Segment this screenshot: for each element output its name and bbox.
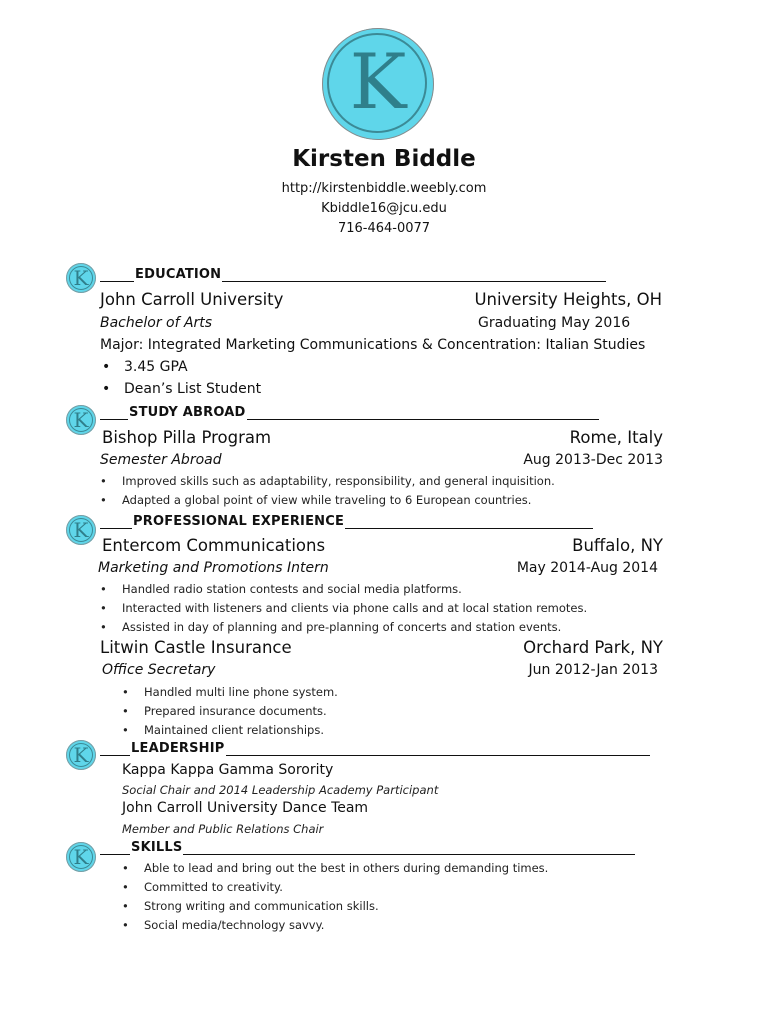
monogram-letter: K [349, 37, 407, 126]
company-location: Buffalo, NY [572, 536, 663, 555]
program-role: Semester Abroad [100, 452, 222, 468]
job-bullet: • Assisted in day of planning and pre-planning of concerts and station events. [122, 620, 561, 634]
section-heading-leadership: LEADERSHIP [100, 741, 650, 756]
skill-bullet: • Committed to creativity. [144, 880, 283, 894]
education-bullet: • Dean’s List Student [124, 381, 261, 397]
program-location: Rome, Italy [569, 428, 663, 447]
major: Major: Integrated Marketing Communications & Concentration: Italian Studies [100, 337, 646, 353]
company-location: Orchard Park, NY [523, 638, 663, 657]
leadership-org: Kappa Kappa Gamma Sorority [122, 762, 334, 778]
section-badge-leadership: K [66, 740, 96, 770]
program-dates: Aug 2013-Dec 2013 [523, 452, 663, 468]
skill-bullet: • Strong writing and communication skills. [144, 899, 379, 913]
section-heading-skills: SKILLS [100, 840, 635, 855]
study-abroad-bullet: • Adapted a global point of view while traveling to 6 European countries. [122, 493, 531, 507]
leadership-org: John Carroll University Dance Team [122, 800, 369, 816]
section-badge-study-abroad: K [66, 405, 96, 435]
website-link[interactable]: http://kirstenbiddle.weebly.com [281, 181, 487, 196]
job-bullet: • Handled radio station contests and social media platforms. [122, 582, 462, 596]
leadership-detail: Member and Public Relations Chair [122, 822, 324, 836]
job-role: Marketing and Promotions Intern [98, 560, 329, 576]
section-badge-skills: K [66, 842, 96, 872]
email-link[interactable]: Kbiddle16@jcu.edu [321, 201, 447, 216]
section-badge-experience: K [66, 515, 96, 545]
section-badge-education: K [66, 263, 96, 293]
skill-bullet: • Able to lead and bring out the best in others during demanding times. [144, 861, 548, 875]
job-bullet: • Interacted with listeners and clients via phone calls and at local station remotes. [122, 601, 587, 615]
program-name: Bishop Pilla Program [102, 428, 272, 447]
phone-number: 716-464-0077 [337, 221, 431, 236]
graduation-date: Graduating May 2016 [478, 315, 631, 331]
job-bullet: • Handled multi line phone system. [144, 685, 338, 699]
skill-bullet: • Social media/technology savvy. [144, 918, 324, 932]
job-bullet: • Maintained client relationships. [144, 723, 324, 737]
section-heading-experience: PROFESSIONAL EXPERIENCE [100, 514, 593, 529]
school-location: University Heights, OH [474, 290, 662, 309]
section-heading-education: EDUCATION [100, 267, 606, 282]
degree: Bachelor of Arts [100, 315, 213, 331]
job-bullet: • Prepared insurance documents. [144, 704, 327, 718]
company-name: Litwin Castle Insurance [100, 638, 292, 657]
job-dates: Jun 2012-Jan 2013 [528, 662, 658, 678]
leadership-detail: Social Chair and 2014 Leadership Academy Participant [122, 783, 439, 797]
job-dates: May 2014-Aug 2014 [516, 560, 658, 576]
monogram-logo [322, 28, 434, 140]
company-name: Entercom Communications [102, 536, 326, 555]
study-abroad-bullet: • Improved skills such as adaptability, responsibility, and general inquisition. [122, 474, 555, 488]
section-heading-study-abroad: STUDY ABROAD [100, 405, 599, 420]
resume-name: Kirsten Biddle [292, 146, 476, 172]
job-role: Office Secretary [102, 662, 216, 678]
education-bullet: • 3.45 GPA [124, 359, 188, 375]
school-name: John Carroll University [100, 290, 284, 309]
